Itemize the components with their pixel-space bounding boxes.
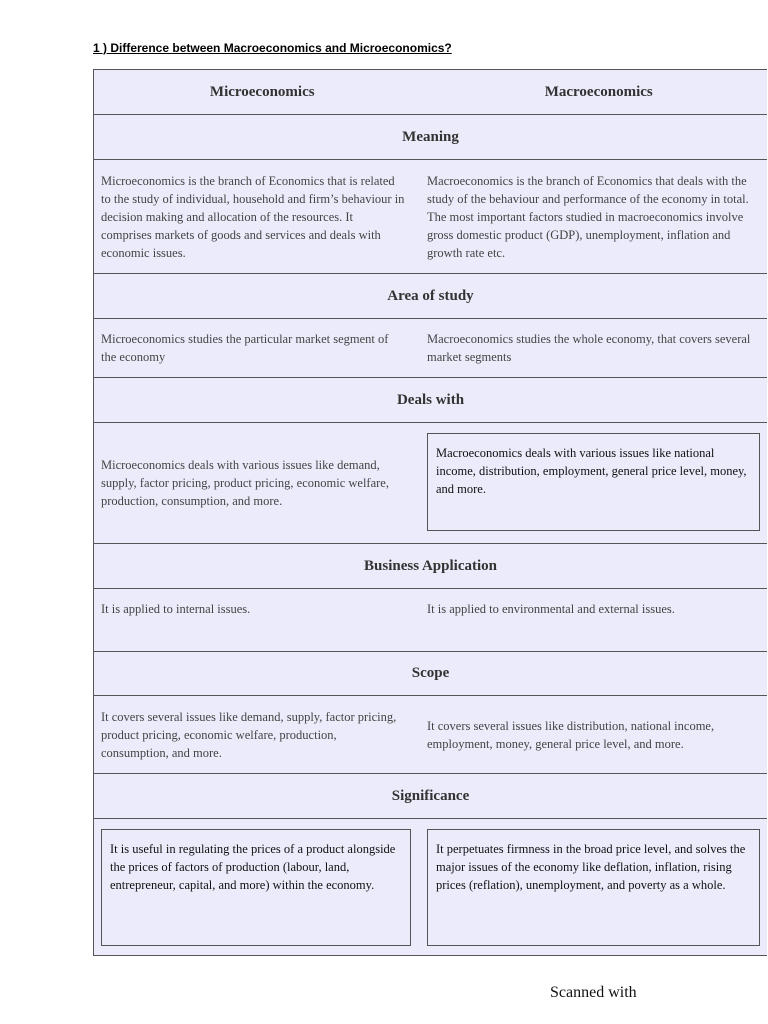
table-row-deals-with <box>94 423 767 544</box>
header-macroeconomics: Macroeconomics <box>544 83 653 100</box>
cell-micro-deals-with: Microeconomics deals with various issues like demand, supply, factor pricing, product pricing, economic welfare, production, consumption, and more. <box>101 458 389 508</box>
comparison-table <box>93 69 767 956</box>
table-row-business-application <box>94 589 767 652</box>
cell-micro-meaning: Microeconomics is the branch of Economics that is related to the study of individual, household and firm’s behaviour in decision making and allocation of the resources. It comprises markets of goods and services and deals with economic issues. <box>101 173 405 260</box>
cell-macro-significance: It perpetuates firmness in the broad price level, and solves the major issues of the economy like deflation, inflation, rising prices (reflation), unemployment, and poverty as a whole. <box>427 829 760 946</box>
section-heading-label: Deals with <box>396 391 465 408</box>
section-heading-meaning <box>94 115 767 160</box>
table-row-significance <box>94 819 767 955</box>
document-title: 1 ) Difference between Macroeconomics and Microeconomics? <box>93 41 452 55</box>
section-heading-area-of-study <box>94 274 767 319</box>
section-heading-significance <box>94 774 767 819</box>
section-heading-deals-with <box>94 378 767 423</box>
cell-macro-scope: It covers several issues like distribution, national income, employment, money, general price level, and more. <box>427 718 715 751</box>
cell-micro-business-application: It is applied to internal issues. <box>101 602 251 616</box>
cell-macro-area-of-study: Macroeconomics studies the whole economy, that covers several market segments <box>427 332 751 364</box>
cell-macro-meaning: Macroeconomics is the branch of Economics that deals with the study of the behaviour and performance of the economy in total. The most important factors studied in macroeconomics involve gross domestic product (GDP), unemployment, inflation and growth rate etc. <box>427 173 749 260</box>
cell-micro-scope: It covers several issues like demand, supply, factor pricing, product pricing, economic welfare, production, consumption, and more. <box>101 709 397 760</box>
section-heading-label: Business Application <box>364 557 497 574</box>
cell-macro-business-application: It is applied to environmental and external issues. <box>427 602 675 616</box>
header-microeconomics: Microeconomics <box>209 83 315 100</box>
section-heading-label: Meaning <box>402 128 459 145</box>
section-heading-scope <box>94 652 767 696</box>
section-heading-label: Scope <box>411 665 450 681</box>
table-header-row <box>94 70 767 115</box>
cell-macro-deals-with: Macroeconomics deals with various issues like national income, distribution, employment, general price level, money, and more. <box>427 433 760 531</box>
scanned-with-note: Scanned with <box>550 984 637 1001</box>
table-row-meaning <box>94 160 767 274</box>
cell-micro-area-of-study: Microeconomics studies the particular market segment of the economy <box>101 332 389 364</box>
section-heading-label: Significance <box>391 787 470 804</box>
section-heading-label: Area of study <box>387 287 474 304</box>
table-row-area-of-study <box>94 319 767 378</box>
section-heading-business-application <box>94 544 767 589</box>
cell-micro-significance: It is useful in regulating the prices of a product alongside the prices of factors of production (labour, land, entrepreneur, capital, and more) within the economy. <box>101 829 411 946</box>
table-row-scope <box>94 696 767 774</box>
